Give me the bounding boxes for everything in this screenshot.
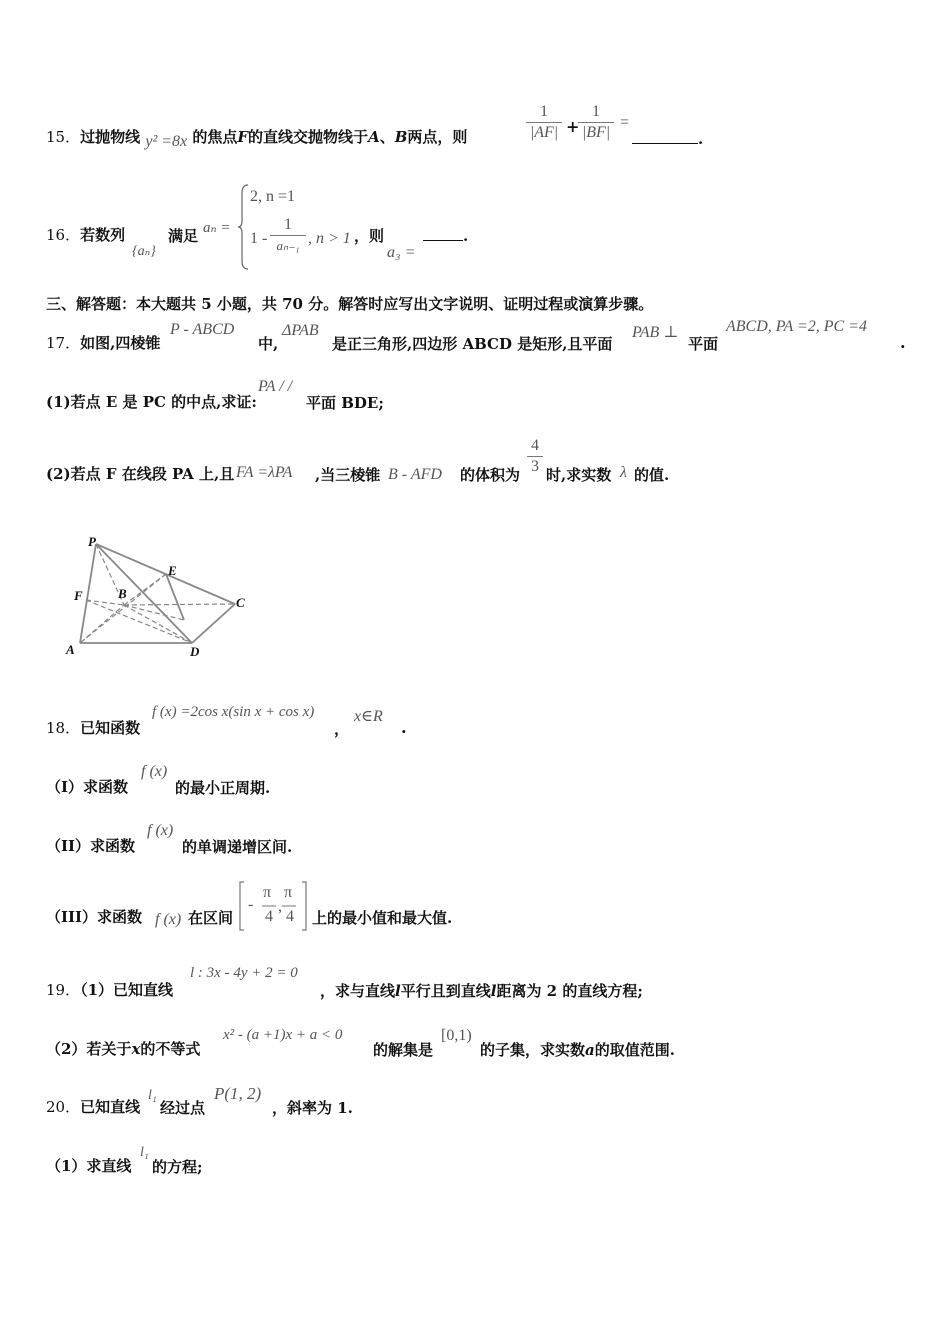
q15-frac1-den: |AF|: [529, 124, 559, 141]
q17-part-2: [46, 464, 234, 484]
q20-text-b: 经过点: [160, 1099, 206, 1117]
q19-p2-text: （2）若关于: [46, 1040, 132, 1058]
q19-p2-text-e: 的取值范围.: [594, 1041, 675, 1059]
q18-part-3: [46, 907, 142, 927]
q17-p2-lambda: λ: [620, 464, 627, 481]
q18-interval-four-2: 4: [286, 908, 294, 925]
q19-p2-text-c: 的解集是: [373, 1041, 434, 1059]
q15-answer-blank: [632, 127, 703, 148]
q15-number: 15．: [46, 128, 81, 146]
q17-p2-text-e: 的值.: [634, 466, 670, 484]
q18-p3-text-c: 上的最小值和最大值.: [312, 909, 453, 927]
q20-number: 20．: [46, 1098, 81, 1116]
q20-p1-text-b: 的方程;: [152, 1158, 203, 1176]
q18-domain: x∈R: [354, 708, 383, 725]
q15-text-c: 的直线交抛物线于: [248, 128, 369, 146]
q19-l-2: l: [490, 982, 497, 1000]
q18-p2-text: （II）求函数: [46, 837, 136, 855]
q15-text: 过抛物线: [80, 128, 141, 146]
q18-comma: ，: [334, 720, 350, 738]
q18-p1-text-b: 的最小正周期.: [175, 779, 271, 797]
q16-case-1: 2, n =1: [250, 188, 296, 205]
q16-text: 若数列: [80, 226, 126, 244]
q17-text-d: 平面: [688, 335, 719, 353]
q17-volume-fraction: [527, 437, 543, 476]
q15-parabola: y² =8x: [145, 133, 188, 150]
q15-frac2-den: |BF|: [581, 124, 611, 141]
q18-number: 18．: [46, 719, 81, 737]
q19-p1-text: （1）已知直线: [80, 981, 174, 999]
q19-part-2: [46, 1039, 200, 1059]
q19-inequality: x² - (a +1)x + a < 0: [223, 1027, 343, 1043]
q18-interval-minus: -: [248, 896, 254, 913]
q20-l1: l₁: [148, 1088, 157, 1103]
q18-part-2: [46, 836, 135, 856]
q17-p2-math-2: B - AFD: [388, 466, 442, 483]
q15-end: .: [698, 130, 704, 148]
q18-p1-f: f (x): [141, 763, 168, 780]
q16-brace: [236, 183, 250, 271]
q17-p2-text: (2)若点 F 在线段 PA 上,且: [46, 465, 235, 483]
q16-text-c: ，则: [354, 227, 385, 245]
q17-frac-num: 4: [531, 437, 539, 454]
q18-p3-text-b: 在区间: [188, 909, 234, 927]
q20-text-c: ，斜率为 1.: [272, 1099, 353, 1117]
q16-case2-den: aₙ₋₁: [276, 238, 300, 253]
q18-function: f (x) =2cos x(sin x + cos x): [152, 704, 315, 720]
q15-fraction-2: [578, 103, 614, 142]
q17-pyramid-figure: [60, 530, 260, 665]
q15-fraction-1: [526, 103, 562, 142]
q18-p2-f: f (x): [147, 822, 174, 839]
q17-p1-math: PA / /: [258, 378, 293, 395]
q15-sep: 、: [379, 128, 395, 146]
fig-label-B: B: [118, 586, 127, 601]
q17-p1-text: (1)若点 E 是 PC 的中点,求证:: [46, 393, 257, 411]
q18-p2-text-b: 的单调递增区间.: [182, 838, 293, 856]
q15-text-b: 的焦点: [192, 128, 238, 146]
q17-p2-text-d: 时,求实数: [546, 466, 612, 484]
fig-label-P: P: [88, 534, 96, 549]
question-19: [46, 980, 173, 1000]
q19-p1-text-b: ，求与直线: [320, 982, 396, 1000]
q17-text: 如图,四棱锥: [80, 334, 161, 352]
q19-p2-rest: [480, 1039, 675, 1060]
q18-interval-four-1: 4: [265, 908, 273, 925]
q17-number: 17．: [46, 334, 81, 352]
fig-label-E: E: [168, 563, 177, 578]
q16-number: 16．: [46, 226, 81, 244]
q19-set: [0,1): [441, 1027, 472, 1044]
q17-triangle: ΔPAB: [282, 322, 319, 339]
q17-end: .: [900, 333, 906, 352]
q17-part-1: [46, 392, 257, 412]
q17-text-b: 中,: [258, 335, 279, 353]
q16-case2-num: 1: [284, 216, 292, 233]
q17-frac-den: 3: [531, 458, 539, 475]
q18-interval-pi-1: π: [263, 884, 272, 901]
q17-conditions: ABCD, PA =2, PC =4: [726, 318, 868, 335]
q17-p2-text-b: ,当三棱锥: [315, 466, 381, 484]
q15-B: B: [394, 128, 408, 146]
q16-case-2-suffix: , n > 1: [308, 230, 351, 247]
q16-text-b: 满足: [168, 227, 199, 245]
q17-pyramid: P - ABCD: [170, 321, 235, 338]
question-20: [46, 1097, 140, 1117]
q20-p1-text: （1）求直线: [46, 1157, 132, 1175]
q17-p1-text-b: 平面 BDE;: [306, 394, 384, 412]
q16-case-2-fraction: [270, 216, 306, 255]
q15-frac1-num: 1: [540, 103, 548, 120]
q17-text-c: 是正三角形,四边形 ABCD 是矩形,且平面: [332, 335, 613, 353]
question-18: [46, 718, 140, 738]
question-16: [46, 225, 125, 245]
q18-interval-pi-2: π: [284, 884, 293, 901]
q19-p2-text-d: 的子集，求实数: [480, 1041, 586, 1059]
q18-text: 已知函数: [80, 719, 141, 737]
q18-part-1: [46, 777, 128, 797]
q20-part-1: [46, 1156, 131, 1176]
q19-l-1: l: [395, 982, 401, 1000]
q16-case-2-prefix: 1 -: [250, 230, 268, 247]
fig-label-A: A: [66, 642, 75, 657]
q19-p2-text-b: 的不等式: [140, 1040, 201, 1058]
q16-a3: a₃ =: [387, 244, 416, 261]
q17-plane: PAB ⊥: [632, 324, 679, 341]
q19-p1-text-d: 距离为 2 的直线方程;: [496, 982, 643, 1000]
fig-label-F: F: [74, 588, 83, 603]
q16-end: .: [463, 227, 469, 245]
q15-A: A: [368, 128, 380, 146]
q18-end: .: [401, 718, 407, 737]
fig-label-C: C: [236, 595, 245, 610]
section-3-heading: 三、解答题：本大题共 5 小题，共 70 分。解答时应写出文字说明、证明过程或演算步骤。: [46, 295, 654, 313]
q16-sequence: {aₙ}: [132, 244, 156, 259]
q19-a: a: [585, 1041, 595, 1059]
q19-p1-text-c: 平行且到直线: [400, 982, 491, 1000]
q20-p1-l1: l₁: [140, 1145, 149, 1160]
q15-equals: =: [620, 114, 630, 131]
q19-line-equation: l : 3x - 4y + 2 = 0: [190, 965, 298, 981]
q19-p1-rest: [320, 980, 643, 1001]
q16-answer-blank: [423, 227, 468, 245]
q15-frac2-num: 1: [592, 103, 600, 120]
q20-point: P(1, 2): [214, 1084, 262, 1103]
q15-F: F: [237, 128, 249, 146]
question-17: [46, 333, 160, 353]
q15-text-d: 两点，则: [407, 128, 468, 146]
fig-label-D: D: [190, 644, 200, 659]
q19-x: x: [131, 1040, 141, 1058]
q17-p2-text-c: 的体积为: [460, 466, 521, 484]
q15-plus: +: [566, 117, 580, 136]
q19-number: 19．: [46, 981, 81, 999]
q18-p3-text: （III）求函数: [46, 908, 143, 926]
q20-text: 已知直线: [80, 1098, 141, 1116]
q18-p3-f: f (x): [155, 911, 182, 928]
q18-p1-text: （I）求函数: [46, 778, 129, 796]
question-15: [46, 127, 467, 148]
q16-an: aₙ =: [203, 220, 231, 236]
q17-p2-math: FA =λPA: [236, 464, 293, 481]
